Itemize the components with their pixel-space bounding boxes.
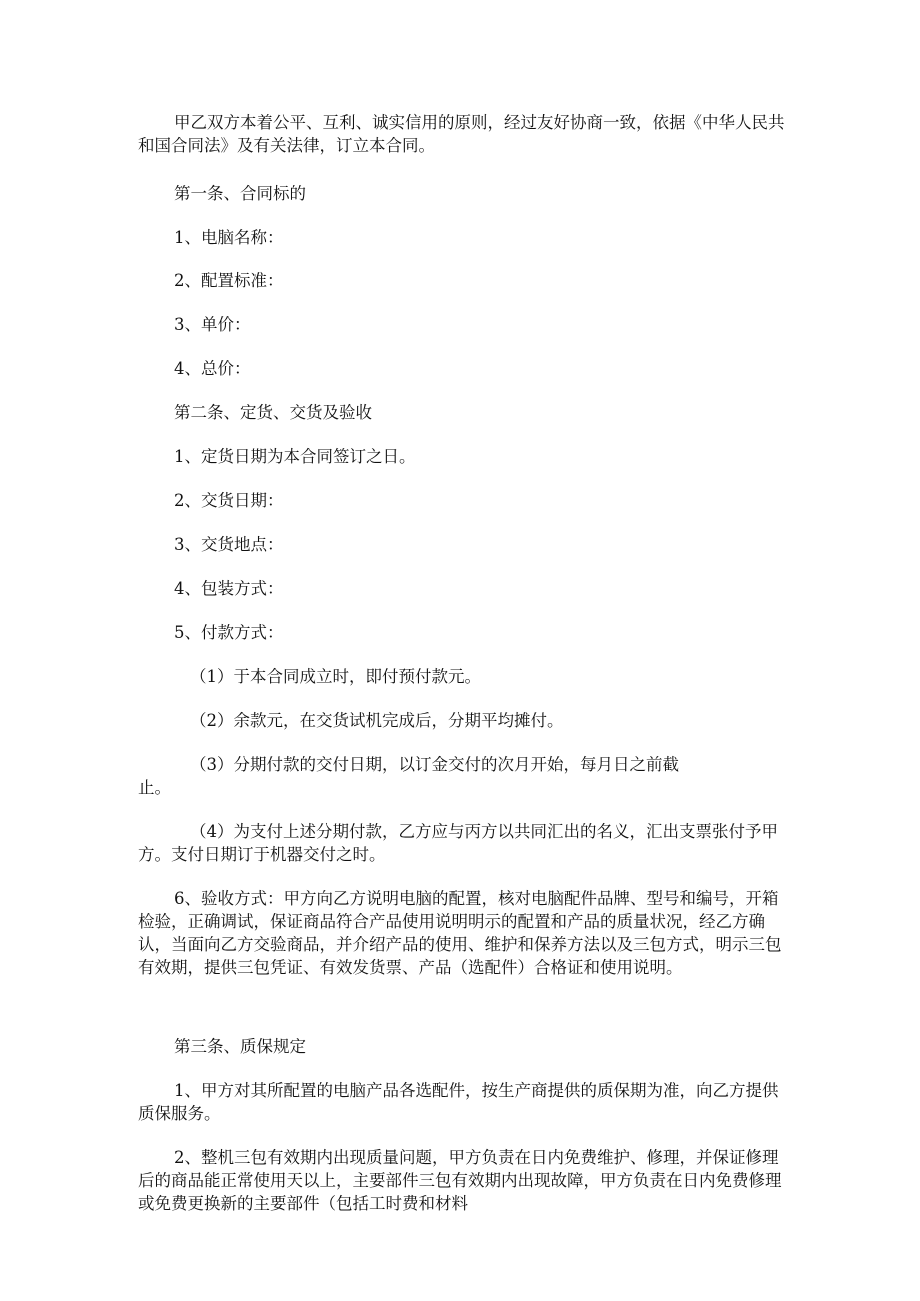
payment-clause-1: （1）于本合同成立时，即付预付款元。 xyxy=(190,667,481,686)
payment-clause-3: （3）分期付款的交付日期，以订金交付的次月开始，每月日之前截止。 xyxy=(138,755,679,797)
article-2-item-3: 3、交货地点： xyxy=(174,535,284,554)
article-1-title: 第一条、合同标的 xyxy=(174,184,306,203)
article-3-item-2: 2、整机三包有效期内出现质量问题，甲方负责在日内免费维护、修理，并保证修理后的商品能正常使用天以上，主要部件三包有效期内出现故障，甲方负责在日内免费修理或免费更换新的主要部件（包括工时费和材料 xyxy=(138,1148,782,1213)
article-3-title: 第三条、质保规定 xyxy=(174,1037,306,1056)
contract-intro: 甲乙双方本着公平、互利、诚实信用的原则，经过友好协商一致，依据《中华人民共和国合同法》及有关法律，订立本合同。 xyxy=(138,113,785,155)
article-1-item-4: 4、总价： xyxy=(174,359,251,378)
article-2-item-2: 2、交货日期： xyxy=(174,491,284,510)
article-2-item-4: 4、包装方式： xyxy=(174,579,284,598)
payment-clause-4: （4）为支付上述分期付款，乙方应与丙方以共同汇出的名义，汇出支票张付予甲方。支付日期订于机器交付之时。 xyxy=(138,822,778,864)
article-1-item-2: 2、配置标准： xyxy=(174,271,284,290)
article-2-item-1: 1、定货日期为本合同签订之日。 xyxy=(174,447,416,466)
acceptance-method: 6、验收方式：甲方向乙方说明电脑的配置，核对电脑配件品牌、型号和编号，开箱检验，正确调试，保证商品符合产品使用说明明示的配置和产品的质量状况，经乙方确认，当面向乙方交验商品，并介绍产品的使用、维护和保养方法以及三包方式，明示三包有效期，提供三包凭证、有效发货票、产品（选配件）合格证和使用说明。 xyxy=(138,889,782,977)
article-2-item-5: 5、付款方式： xyxy=(174,623,284,642)
article-1-item-3: 3、单价： xyxy=(174,315,251,334)
article-2-title: 第二条、定货、交货及验收 xyxy=(174,403,372,422)
payment-clause-2: （2）余款元，在交货试机完成后，分期平均摊付。 xyxy=(190,711,564,730)
article-3-item-1: 1、甲方对其所配置的电脑产品各选配件，按生产商提供的质保期为准，向乙方提供质保服务。 xyxy=(138,1081,779,1123)
article-1-item-1: 1、电脑名称： xyxy=(174,228,284,247)
